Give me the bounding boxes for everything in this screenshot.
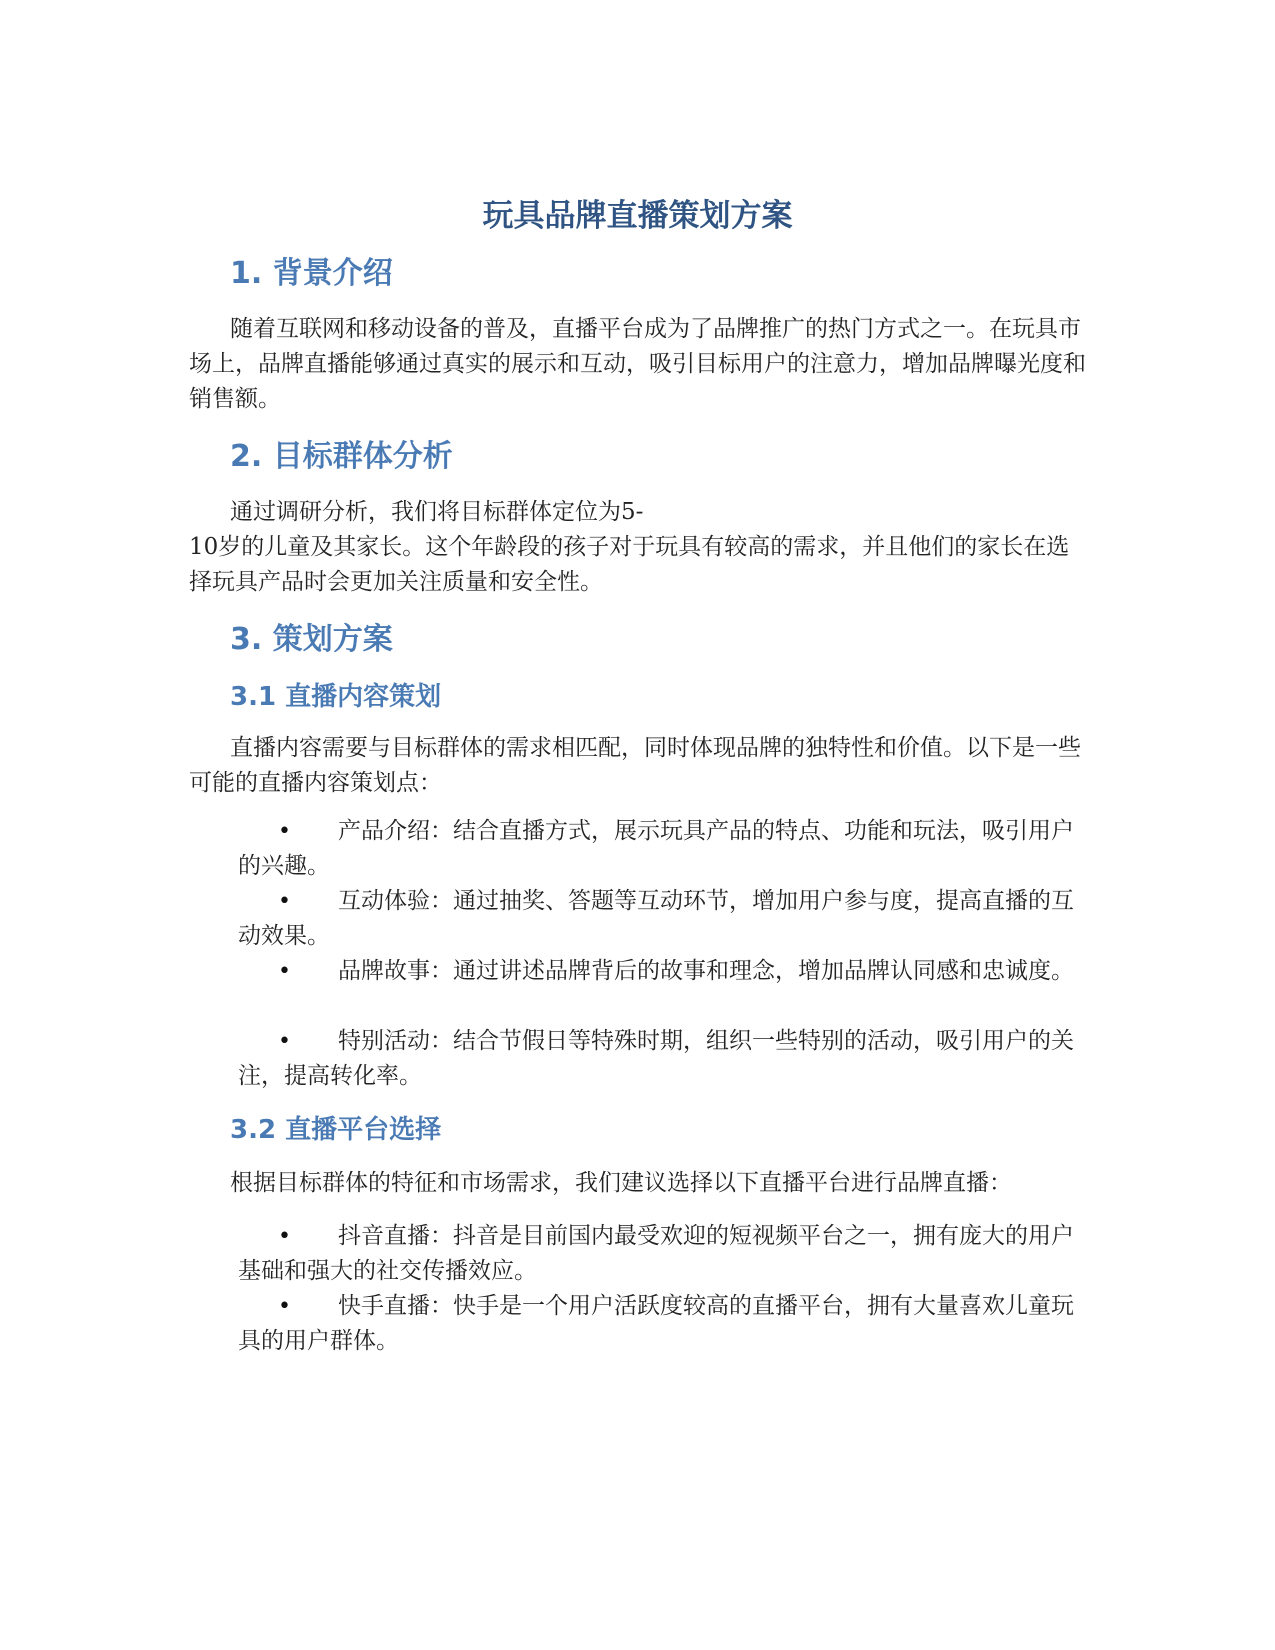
list-item: [238, 1289, 1088, 1359]
bullet-icon: •: [278, 1294, 291, 1319]
content-planning-paragraph: 直播内容需要与目标群体的需求相匹配，同时体现品牌的独特性和价值。以下是一些可能的直播内容策划点：: [189, 735, 1081, 796]
bullet-icon: •: [278, 819, 291, 844]
list-item-text: 抖音直播：抖音是目前国内最受欢迎的短视频平台之一，拥有庞大的用户基础和强大的社交传播效应。: [238, 1223, 1074, 1284]
bullet-icon: •: [278, 1029, 291, 1054]
list-item: [238, 884, 1088, 954]
list-item-text: 产品介绍：结合直播方式，展示玩具产品的特点、功能和玩法，吸引用户的兴趣。: [238, 818, 1074, 879]
list-item: [238, 1219, 1088, 1289]
target-audience-paragraph: [189, 495, 1089, 600]
subsection-heading-platform-selection: 3.2 直播平台选择: [230, 1115, 442, 1145]
list-item: [238, 814, 1088, 884]
bullet-icon: •: [278, 959, 291, 984]
bullet-icon: •: [278, 889, 291, 914]
section-heading-target-audience: 2. 目标群体分析: [230, 439, 453, 474]
target-audience-rest: 10岁的儿童及其家长。这个年龄段的孩子对于玩具有较高的需求，并且他们的家长在选择玩具产品时会更加关注质量和安全性。: [189, 534, 1070, 595]
target-audience-line1: 通过调研分析，我们将目标群体定位为5-: [230, 499, 644, 525]
list-item-text: 特别活动：结合节假日等特殊时期，组织一些特别的活动，吸引用户的关注，提高转化率。: [238, 1028, 1074, 1089]
document-title: 玩具品牌直播策划方案: [482, 198, 793, 234]
bullet-icon: •: [278, 1224, 291, 1249]
platform-selection-paragraph: 根据目标群体的特征和市场需求，我们建议选择以下直播平台进行品牌直播：: [230, 1170, 1012, 1196]
list-item-text: 品牌故事：通过讲述品牌背后的故事和理念，增加品牌认同感和忠诚度。: [338, 958, 1074, 984]
section-heading-plan: 3. 策划方案: [230, 622, 393, 657]
subsection-heading-content-planning: 3.1 直播内容策划: [230, 682, 442, 712]
background-paragraph: 随着互联网和移动设备的普及，直播平台成为了品牌推广的热门方式之一。在玩具市场上，品牌直播能够通过真实的展示和互动，吸引目标用户的注意力，增加品牌曝光度和销售额。: [189, 316, 1086, 412]
list-item-text: 互动体验：通过抽奖、答题等互动环节，增加用户参与度，提高直播的互动效果。: [238, 888, 1074, 949]
list-item-text: 快手直播：快手是一个用户活跃度较高的直播平台，拥有大量喜欢儿童玩具的用户群体。: [238, 1293, 1074, 1354]
list-item: [238, 1024, 1088, 1094]
section-heading-background: 1. 背景介绍: [230, 256, 393, 291]
list-item: [238, 954, 1088, 989]
